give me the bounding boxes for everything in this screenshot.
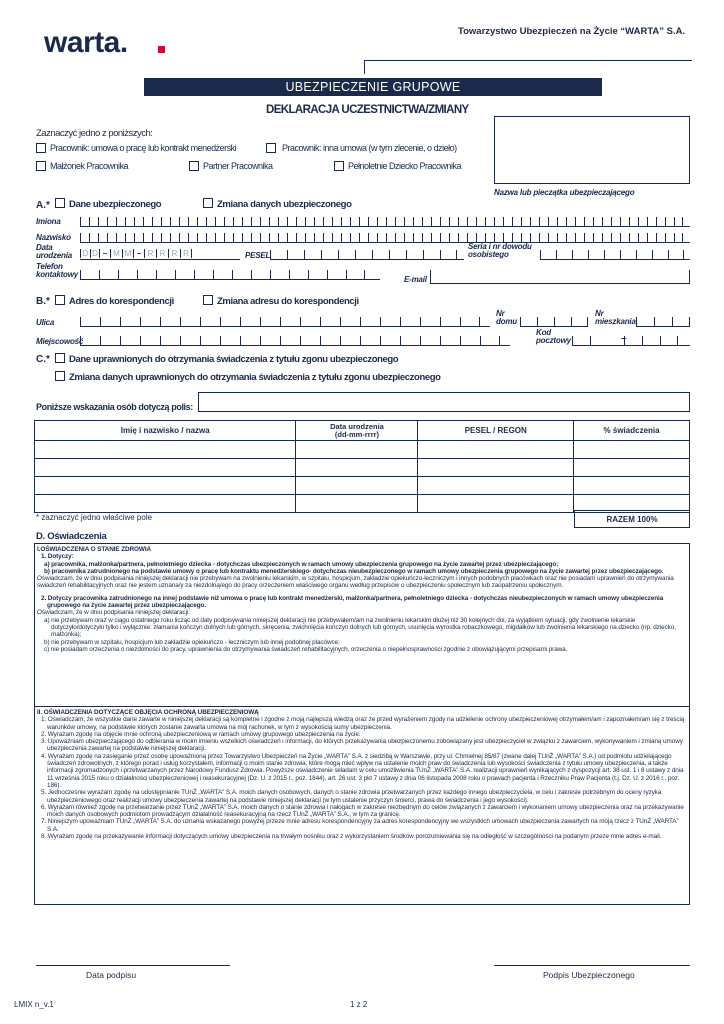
house-no-label: Nr domu — [496, 309, 517, 326]
total-percent-box — [574, 510, 690, 528]
last-name-field[interactable] — [80, 233, 683, 242]
phone-underline — [80, 279, 380, 280]
street-label: Ulica — [36, 318, 55, 327]
coverage-declarations — [37, 709, 687, 840]
declarations-divider — [34, 706, 690, 707]
dob-sep: – — [136, 249, 142, 258]
city-underline — [80, 345, 510, 346]
id-doc-label: Seria i nr dowodu osobistego — [468, 242, 532, 259]
insured-signature-line[interactable] — [494, 965, 690, 966]
coverage-section-title: II. OŚWIADCZENIA DOTYCZĄCE OBJĘCIA OCHRONĄ UBEZPIECZENIOWĄ — [37, 709, 259, 716]
role-prompt: Zaznaczyć jedno z poniższych: — [36, 128, 153, 139]
dob-cell: M — [122, 249, 134, 258]
section-b-change-checkbox[interactable] — [203, 295, 213, 305]
policyholder-stamp-box[interactable] — [494, 116, 690, 184]
section-a-data-label: Dane ubezpieczonego — [69, 199, 162, 210]
postcode-dash: – — [621, 333, 627, 344]
flat-no-underline — [636, 326, 690, 327]
logo-text: warta. — [44, 26, 128, 59]
dob-cell: M — [110, 249, 122, 258]
house-no-underline — [520, 326, 588, 327]
col-header-name: Imię i nazwisko / nazwa — [35, 421, 296, 441]
warta-logo — [44, 26, 128, 60]
flat-no-label: Nr mieszkania — [595, 309, 636, 326]
coverage-item: 1. Oświadczam, że wszystkie dane zawarte w niniejszej deklaracji są kompletne i zgodne z moją najlepszą wiedzą oraz że przed wyrażeniem zgody na udzielenie ochrony ubezpieczeniowej otrzymałem/am i zapoznałem/am się z treścią warunków umowy, na podstawie których zostanie zawarta umowa na mój rachunek, w tym z wysokością sumy ubezpieczenia. — [41, 716, 685, 731]
section-a-marker: A.* — [36, 200, 50, 211]
pesel-label: PESEL — [245, 251, 271, 260]
role-label-adult-child: Pełnoletnie Dziecko Pracownika — [348, 161, 462, 171]
form-code: LMIX n_v.1 — [14, 1000, 54, 1009]
section-a-change-label: Zmiana danych ubezpieczonego — [217, 199, 352, 210]
health-item-1: 1. Dotyczy: — [41, 553, 74, 561]
phone-label: Telefon kontaktowy — [36, 262, 79, 279]
dob-cell: R — [156, 249, 168, 258]
insured-signature-label: Podpis Ubezpieczonego — [543, 970, 635, 980]
role-checkbox-adult-child[interactable] — [334, 161, 344, 171]
policies-indication-field[interactable] — [198, 392, 690, 412]
table-row[interactable] — [35, 459, 690, 477]
section-c-beneficiaries-label: Dane uprawnionych do otrzymania świadczenia z tytułu zgonu ubezpieczonego — [69, 354, 399, 365]
policies-indication-label: Poniższe wskazania osób dotyczą polis: — [36, 402, 193, 412]
coverage-item: 5. Jednocześnie wyrażam zgodę na udostępnianie TUnŻ „WARTA” S.A. moich danych osobowych, danych o stanie zdrowia przetwarzanych przez każdego innego ubezpieczyciela, w celu i zakresie potrzebnym do oceny ryzyka ubezpieczeniowego oraz realizacji umowy ubezpieczenia zawartej na podstawie niniejszej deklaracji (w tym ustalenie przyczyn śmierci, prawa do świadczenia i jego wysokości). — [41, 789, 662, 804]
city-field[interactable] — [80, 336, 500, 345]
coverage-item: 8. Wyrażam zgodę na przekazywanie informacji dotyczących umowy ubezpieczenia na trwałym nośniku oraz z wykorzystaniem środków porozumiewania się na odległość w szczególności na podanym przeze mnie adres e-mail. — [41, 833, 662, 841]
first-name-field[interactable] — [80, 217, 683, 226]
email-tick-end — [689, 270, 690, 283]
dob-cell: D — [90, 249, 100, 258]
street-underline — [80, 326, 490, 327]
email-label: E-mail — [404, 275, 427, 284]
section-c-change-label: Zmiana danych uprawnionych do otrzymania świadczenia z tytułu zgonu ubezpieczonego — [69, 372, 441, 383]
col-header-pesel: PESEL / REGON — [418, 421, 574, 441]
total-percent-label: RAZEM 100% — [606, 515, 658, 524]
section-d-title: D. Oświadczenia — [36, 531, 107, 542]
section-b-address-label: Adres do korespondencji — [69, 296, 174, 307]
dob-cell: R — [180, 249, 192, 258]
role-checkbox-employee-contract[interactable] — [36, 143, 46, 153]
city-label: Miejscowość — [36, 337, 84, 346]
col-header-dob: Data urodzenia (dd-mm-rrrr) — [296, 421, 418, 441]
header-rule — [364, 60, 692, 61]
section-c-beneficiaries-checkbox[interactable] — [55, 353, 65, 363]
dob-underline — [80, 259, 240, 260]
dob-cell: R — [144, 249, 156, 258]
section-c-change-checkbox[interactable] — [55, 371, 65, 381]
health-item-1a: a) pracownika, małżonka/partnera, pełnoletniego dziecka - dotychczas ubezpieczonych w ramach umowy ubezpieczenia grupowego na życie zawartej przez ubezpieczającego; — [44, 560, 559, 568]
role-checkbox-partner[interactable] — [189, 161, 199, 171]
dob-cell: R — [168, 249, 180, 258]
logo-dot — [158, 46, 165, 53]
coverage-item: 3. Upoważniam ubezpieczającego do odbierania w moim imieniu wszelkich oświadczeń i informacji, do których przekazywania ubezpieczonemu zobowiązany jest ubezpieczyciel w związku z zawarciem, wykonywaniem i zmianą umowy ubezpieczenia zawartej na podstawie niniejszej deklaracji. — [41, 738, 683, 753]
coverage-item: 2. Wyrażam zgodę na objęcie mnie ochroną ubezpieczeniową w ramach umowy grupowego ubezpieczenia na życie. — [41, 730, 361, 738]
role-label-spouse: Małżonek Pracownika — [50, 161, 129, 171]
header-rule-tick — [364, 60, 365, 74]
role-label-employee-contract: Pracownik: umowa o pracę lub kontrakt menedżerski — [50, 143, 237, 153]
col-header-percent: % świadczenia — [574, 421, 690, 441]
dob-label: Data urodzenia — [36, 243, 72, 260]
required-footnote: * zaznaczyć jedno właściwe pole — [36, 513, 153, 522]
section-b-address-checkbox[interactable] — [55, 295, 65, 305]
page-number: 1 z 2 — [350, 1000, 368, 1009]
form-subtitle: DEKLARACJA UCZESTNICTWA/ZMIANY — [266, 104, 469, 116]
health-section-title: I.OŚWIADCZENIA O STANIE ZDROWIA — [37, 546, 152, 553]
email-tick — [430, 270, 431, 283]
health-item-2: 2. Dotyczy pracownika zatrudnionego na innej podstawie niż umowa o pracę lub kontrakt menedżerski, małżonka/partnera, pełnoletniego dziecka - dotychczas nieubezpieczonych w ramach umowy ubezpieczenia grupowego na życie zawartej przez ubezpieczającego. — [41, 594, 664, 610]
health-item-1b: b) pracownika zatrudnionego na podstawie umowy o pracę lub kontraktu menedżerskiego- dotychczas nieubezpieczonego w ramach umowy ubezpieczenia grupowego na życie zawartej przez ubezpieczającego. — [44, 567, 664, 575]
pesel-underline — [270, 259, 464, 260]
date-signature-label: Data podpisu — [86, 970, 137, 980]
role-checkbox-spouse[interactable] — [36, 161, 46, 171]
flat-no-field[interactable] — [636, 317, 690, 326]
health-declarations — [37, 546, 687, 653]
title-banner — [144, 78, 602, 96]
section-c-marker: C.* — [36, 354, 50, 365]
phone-field[interactable] — [80, 270, 365, 279]
health-item-2-text: Oświadczam, że w dniu podpisania niniejszej deklaracji: — [37, 609, 190, 617]
health-item-2c: c) nie posiadam orzeczenia o niezdolności do pracy, uprawnienia do otrzymywania świadczeń rehabilitacyjnych, orzeczenia o niepełnosprawności zgodnie z obowiązującymi przepisami prawa. — [44, 645, 568, 653]
section-b-marker: B.* — [36, 296, 50, 307]
id-doc-field[interactable] — [540, 250, 684, 259]
health-item-2b: b) nie przebywam w szpitalu, hospicjum lub zakładzie opiekuńczo - leczniczym lub innej podobnej placówce; — [44, 638, 340, 646]
dob-cell: D — [80, 249, 90, 258]
first-name-underline — [80, 226, 690, 227]
pesel-field[interactable] — [270, 250, 457, 259]
coverage-item: 4. Wyrażam zgodę na zasięganie przez osobę upoważnioną przez Towarzystwo Ubezpieczeń na Życie „WARTA” S.A. z siedzibą w Warszawie, przy ul. Chmielnej 85/87 (zwane dalej TUnŻ „WARTA” S.A.) od podmiotu udzielającego świadczeń zdrowotnych, z którego porad i usług korzystałem, informacji o moim stanie zdrowia, które mogą mieć wpływ na ustalenie moich praw do świadczenia lub wysokości świadczenia z tytułu umowy ubezpieczenia, a także informacji zgromadzonych i przetwarzanych przez Narodowy Fundusz Zdrowia. Powyższe oświadczenie składam w celu umożliwienia TUnŻ „WARTA” S.A. realizacji uprawnień wynikających z dyspozycji art. 38 ust. 1 i 8 ustawy z dnia 11 września 2015 roku o działalności ubezpieczeniowej i reasekuracyjnej (Dz. U. z 2015 r., poz. 1844), art. 26 ust. 3 pkt 7 ustawy z dnia 06 listopada 2008 roku o prawach pacjenta i Rzeczniku Praw Pacjenta (t.j. Dz. U. z 2016 r., poz. 186). — [41, 752, 684, 789]
health-item-1-text: Oświadczam, że w dniu podpisania niniejszej deklaracji nie przebywam na zwolnieniu lekarskim, w szpitalu, hospicjum, zakładzie opiekuńczo-leczniczym i innych podobnych placówkach oraz nie posiadam uprawnień do otrzymywania świadczeń rehabilitacyjnych oraz nie jestem uznana/y za niezdolną/ego do pracy orzeczeniem właściwego organu według przepisów o ubezpieczeniu społecznym lub zaopatrzeniu społecznym. — [37, 575, 674, 590]
section-a-data-checkbox[interactable] — [55, 198, 65, 208]
table-row[interactable] — [35, 441, 690, 459]
table-row[interactable] — [35, 477, 690, 495]
role-label-employee-other: Pracownik: inna umowa (w tym zlecenie, o dzieło) — [282, 143, 457, 153]
company-name: Towarzystwo Ubezpieczeń na Życie “WARTA” S.A. — [458, 26, 686, 37]
date-signature-line[interactable] — [36, 965, 230, 966]
coverage-item: 7. Niniejszym upoważniam TUnŻ „WARTA” S.A. do uznania wskazanego powyżej przeze mnie adresu korespondencyjny za adres korespondencyjny we wszystkich umowach ubezpieczenia zawartych na moją rzecz z TUnŻ „WARTA” S.A. — [41, 818, 679, 833]
role-label-partner: Partner Pracownika — [203, 161, 273, 171]
id-doc-underline — [540, 259, 690, 260]
role-checkbox-employee-other[interactable] — [266, 143, 276, 153]
first-name-label: Imiona — [36, 217, 61, 226]
beneficiaries-table — [34, 420, 690, 513]
postcode-underline — [572, 345, 690, 346]
postcode-label: Kod pocztowy — [536, 328, 571, 345]
stamp-caption: Nazwa lub pieczątka ubezpieczającego — [494, 188, 635, 197]
email-underline[interactable] — [430, 283, 690, 284]
last-name-underline — [80, 242, 690, 243]
house-no-field[interactable] — [520, 317, 588, 326]
dob-field[interactable] — [80, 249, 192, 258]
last-name-label: Nazwisko — [36, 233, 71, 242]
section-b-change-label: Zmiana adresu do korespondencji — [217, 296, 359, 307]
street-field[interactable] — [80, 317, 480, 326]
health-item-2a: a) nie przebywam oraz w ciągu ostatniego roku licząc od daty podpisywania niniejszej deklaracji nie przebywałem/am na zwolnieniu lekarskim dłużej niż 30 kolejnych dni, za wyjątkiem sytuacji, gdy zwolnienie lekarskie dotyczyło/dotyczyło tylko i wyłącznie: złamania kończyn dolnych lub górnych, skręcenia, zwichnięcia kończyn dolnych lub górnych, usunięcia wyrostka robaczkowego, migdałków lub zwolnienia lekarskiego na dziecko (np. dziecko, małżonka); — [44, 616, 676, 639]
coverage-item: 6. Wyrażam również zgodę na przetwarzanie przez TUnŻ „WARTA” S.A. moich danych o stanie zdrowia i nałogach w zakresie niezbędnym do celów związanych z zawarciem i wykonaniem umowy ubezpieczenia oraz na przekazywanie moich danych osobowych podmiotom prowadzącym działalność reasekuracyjną na rzecz TUnŻ „WARTA” S.A., w tym za granicę. — [41, 803, 684, 819]
section-a-change-checkbox[interactable] — [203, 198, 213, 208]
banner-text: UBEZPIECZENIE GRUPOWE — [285, 80, 461, 94]
dob-sep: – — [102, 249, 108, 258]
